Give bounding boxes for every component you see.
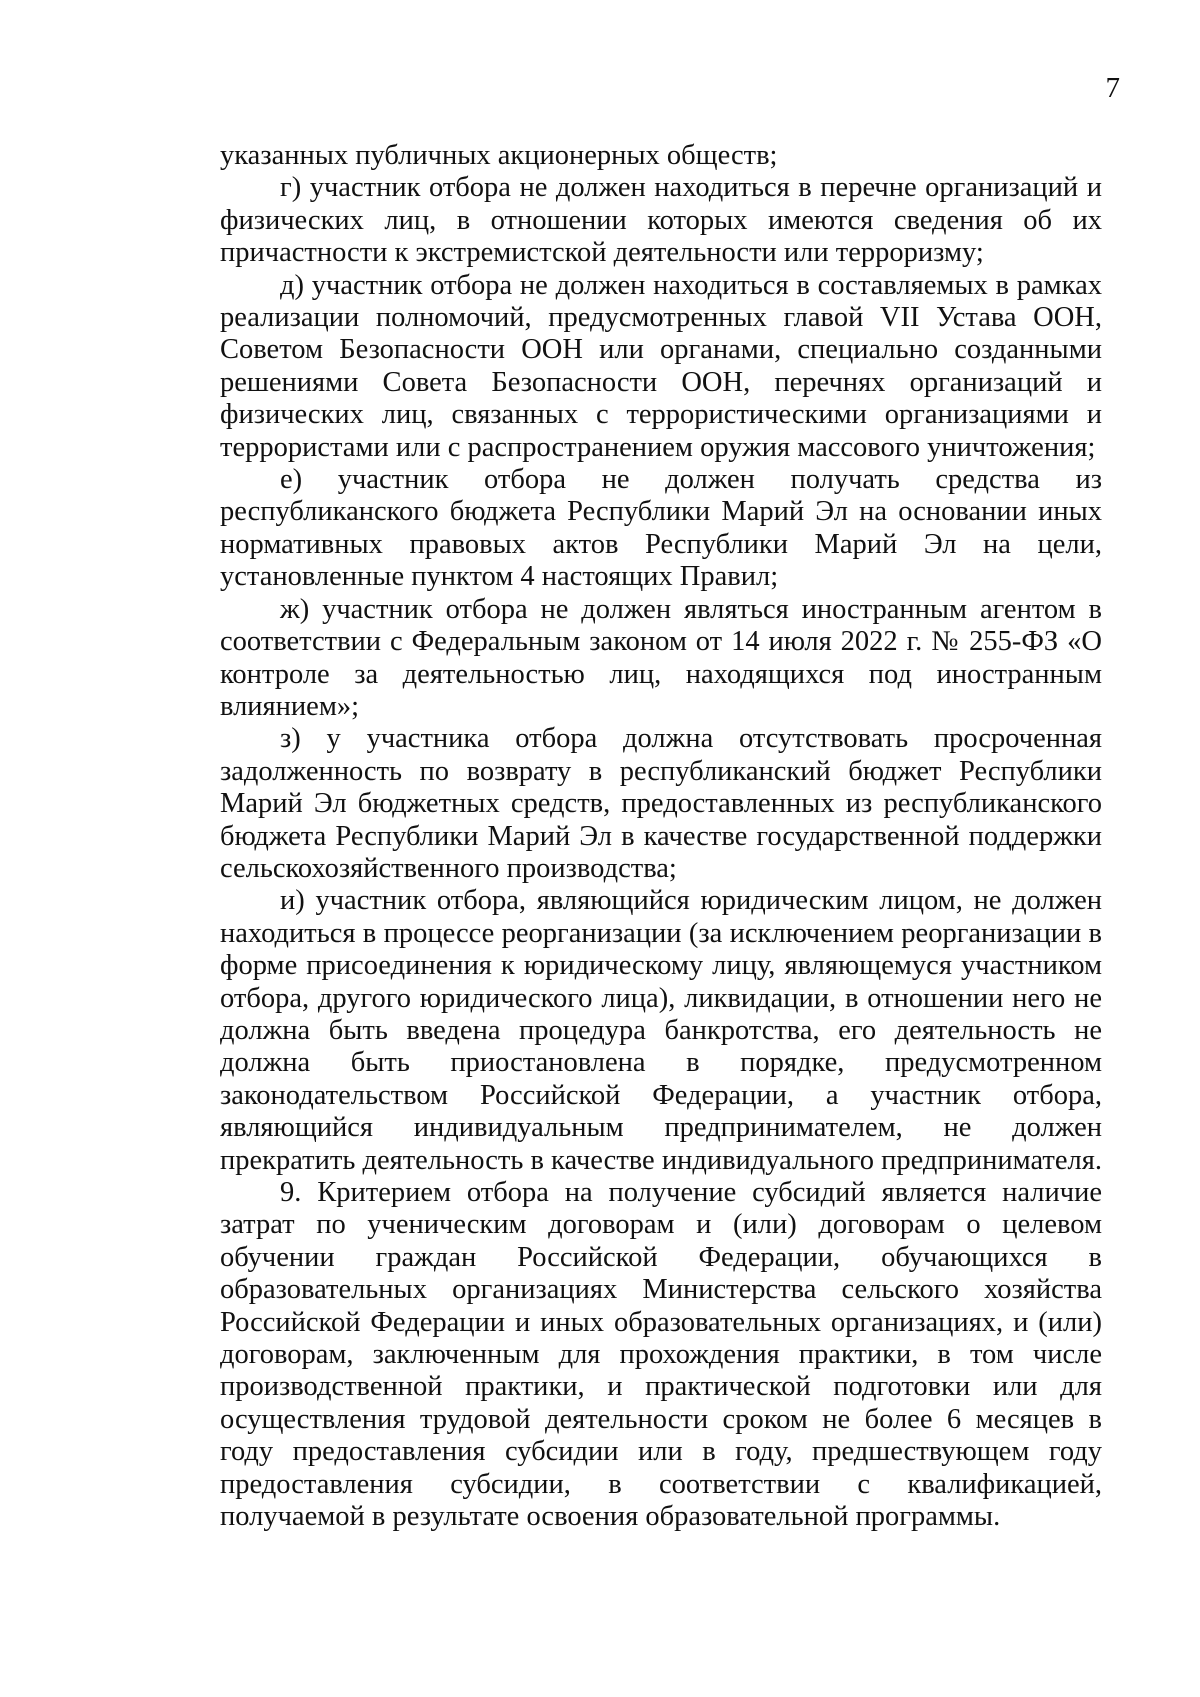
paragraph-item-z: з) у участника отбора должна отсутствовать просроченная задолженность по возврату в республиканский бюджет Республики Марий Эл бюджетных средств, предоставленных из республиканского бюджета Республики Марий Эл в качестве государственной поддержки сельскохозяйственного производства; xyxy=(220,723,1102,884)
paragraph-continuation: указанных публичных акционерных обществ; xyxy=(220,140,778,171)
document-body xyxy=(220,140,1102,1533)
paragraph-item-e: е) участник отбора не должен получать средства из республиканского бюджета Республики Марий Эл на основании иных нормативных правовых актов Республики Марий Эл на цели, установленные пунктом 4 настоящих Правил; xyxy=(220,464,1102,593)
page-number: 7 xyxy=(1105,72,1120,104)
paragraph-item-d: д) участник отбора не должен находиться в составляемых в рамках реализации полномочий, предусмотренных главой VII Устава ООН, Советом Безопасности ООН или органами, специально созданными решениями Совета Безопасности ООН, перечнях организаций и физических лиц, связанных с террористическими организациями и террористами или с распространением оружия массового уничтожения; xyxy=(220,269,1102,463)
paragraph-item-zh: ж) участник отбора не должен являться иностранным агентом в соответствии с Федеральным законом от 14 июля 2022 г. № 255-ФЗ «О контроле за деятельностью лиц, находящихся под иностранным влиянием»; xyxy=(220,593,1102,722)
paragraph-item-g: г) участник отбора не должен находиться в перечне организаций и физических лиц, в отношении которых имеются сведения об их причастности к экстремистской деятельности или терроризму; xyxy=(220,172,1102,269)
paragraph-item-i: и) участник отбора, являющийся юридическим лицом, не должен находиться в процессе реорганизации (за исключением реорганизации в форме присоединения к юридическому лицу, являющемуся участником отбора, другого юридического лица), ликвидации, в отношении него не должна быть введена процедура банкротства, его деятельность не должна быть приостановлена в порядке, предусмотренном законодательством Российской Федерации, а участник отбора, являющийся индивидуальным предпринимателем, не должен прекратить деятельность в качестве индивидуального предпринимателя. xyxy=(220,885,1102,1176)
paragraph-clause-9: 9. Критерием отбора на получение субсидий является наличие затрат по ученическим договорам и (или) договорам о целевом обучении граждан Российской Федерации, обучающихся в образовательных организациях Министерства сельского хозяйства Российской Федерации и иных образовательных организациях, и (или) договорам, заключенным для прохождения практики, в том числе производственной практики, и практической подготовки или для осуществления трудовой деятельности сроком не более 6 месяцев в году предоставления субсидии или в году, предшествующем году предоставления субсидии, в соответствии с квалификацией, получаемой в результате освоения образовательной программы. xyxy=(220,1177,1102,1533)
